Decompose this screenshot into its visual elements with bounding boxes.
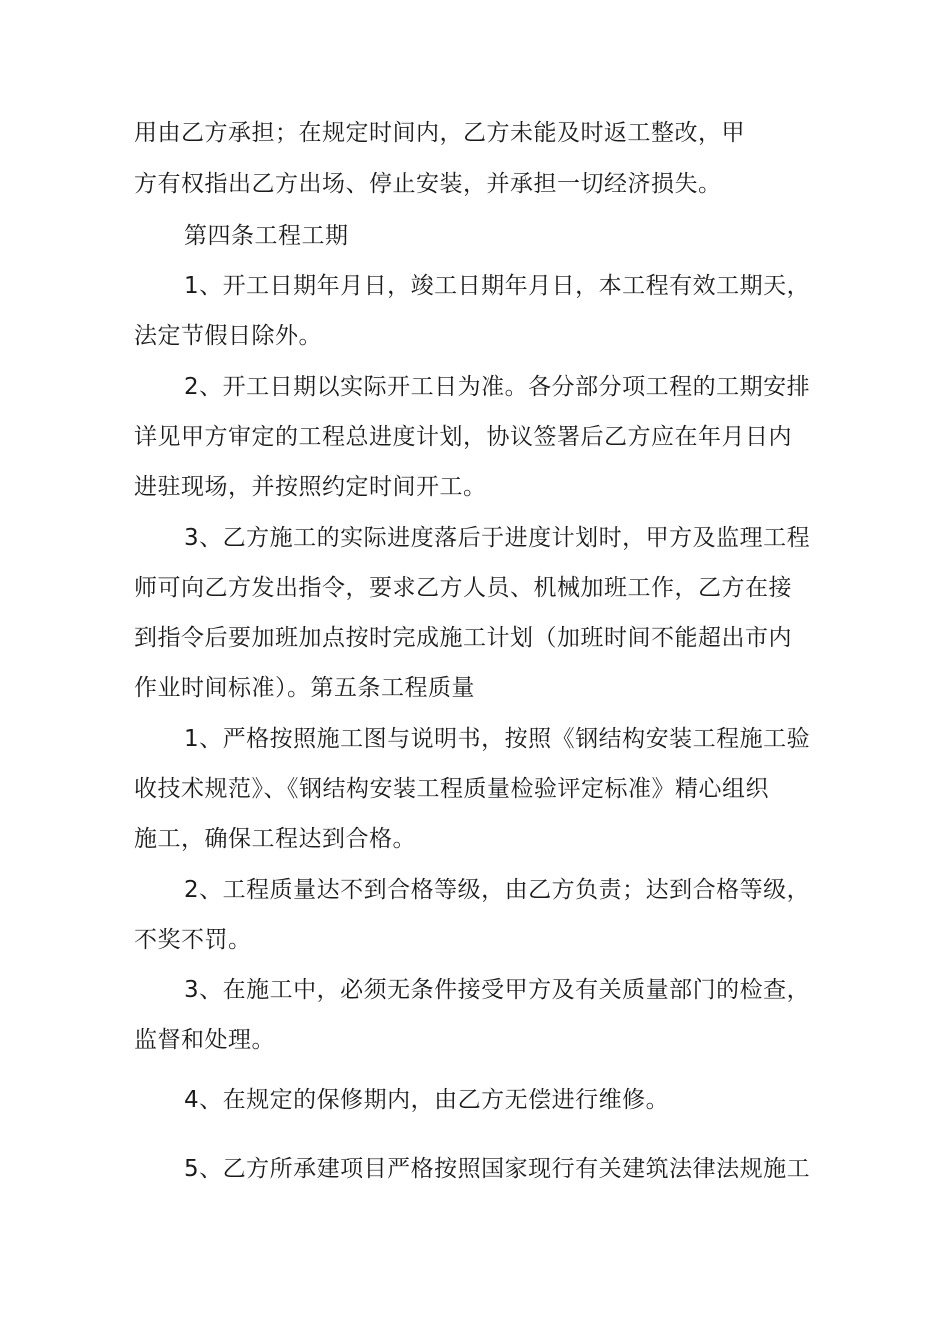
- text-line: 5、乙方所承建项目严格按照国家现行有关建筑法律法规施工: [184, 1156, 811, 1182]
- text-line: 法定节假日除外。: [134, 323, 322, 349]
- text-line: 作业时间标准）。第五条工程质量: [134, 675, 475, 701]
- text-line: 收技术规范》、《钢结构安装工程质量检验评定标准》精心组织: [134, 776, 769, 802]
- text-line: 1、严格按照施工图与说明书，按照《钢结构安装工程施工验: [184, 726, 811, 752]
- section-heading: 第四条工程工期: [184, 223, 349, 249]
- text-line: 1、开工日期年月日，竣工日期年月日，本工程有效工期天，: [184, 273, 811, 299]
- text-line: 方有权指出乙方出场、停止安装，并承担一切经济损失。: [134, 171, 722, 197]
- text-line: 进驻现场，并按照约定时间开工。: [134, 474, 487, 500]
- text-line: 用由乙方承担；在规定时间内，乙方未能及时返工整改，甲: [134, 120, 745, 146]
- text-line: 详见甲方审定的工程总进度计划，协议签署后乙方应在年月日内: [134, 424, 792, 450]
- text-line: 到指令后要加班加点按时完成施工计划（加班时间不能超出市内: [134, 625, 792, 651]
- text-line: 2、工程质量达不到合格等级，由乙方负责；达到合格等级，: [184, 877, 811, 903]
- text-line: 3、在施工中，必须无条件接受甲方及有关质量部门的检查，: [184, 977, 811, 1003]
- text-line: 3、乙方施工的实际进度落后于进度计划时，甲方及监理工程: [184, 525, 811, 551]
- text-line: 不奖不罚。: [134, 927, 252, 953]
- text-line: 施工，确保工程达到合格。: [134, 826, 416, 852]
- text-line: 师可向乙方发出指令，要求乙方人员、机械加班工作，乙方在接: [134, 575, 792, 601]
- text-line: 4、在规定的保修期内，由乙方无偿进行维修。: [184, 1087, 670, 1113]
- text-line: 2、开工日期以实际开工日为准。各分部分项工程的工期安排: [184, 374, 811, 400]
- text-line: 监督和处理。: [134, 1027, 275, 1053]
